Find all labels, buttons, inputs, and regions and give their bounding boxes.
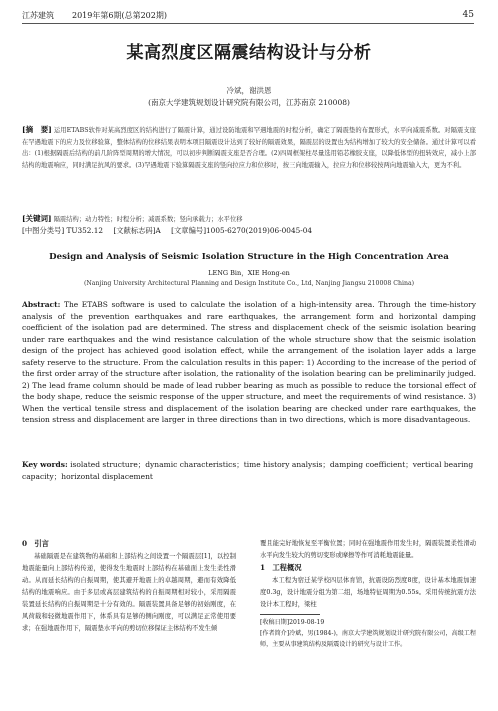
page-number: 45 (462, 10, 474, 20)
journal-name: 江苏建筑 (22, 11, 54, 20)
affiliation-en: (Nanjing University Architectural Planning and Design Institute Co., Ltd, Nanjing Jiangsu 210008 China) (83, 280, 415, 287)
paper-title-cn: 某高烈度区隔震结构设计与分析 (126, 43, 372, 63)
abstract-cn-text: 运用ETABS软件对某高烈度区的结构进行了隔震计算，通过设防地震和罕遇地震的时程分析，确定了隔震垫的布置形式，水平向减震系数。对隔震支座在罕遇地震下的应力及位移验算，整体结构的位移结果表明本项目隔震设计达到了较好的隔震效果，隔震层的设置也为结构增加了较大的安全储备。通过计算可以看出：(1)根据隔震后结构的前几阶阵型周期的增大情况，可以初步判断隔震支座是否合理。(2)四周框架柱尽量选用铅芯橡胶支座，以降低体型的扭转效应，减小上部结构的地震响应，同时满足抗风的要求。(3)罕遇地震下验算隔震支座的竖向拉应力和位移时，按三向地震输入，拉应力和位移较按两向地震输入大，更为不利。 (22, 127, 476, 169)
authors-en: LENG Bin，XIE Hong-en (208, 269, 290, 277)
keywords-en-label: Key words: (22, 460, 68, 469)
footnote-received-date: [收稿日期]2019-08-19 (260, 619, 325, 626)
classification-line (22, 225, 476, 236)
document-code: [文献标志码]A (113, 226, 161, 235)
keywords-cn-label: [关键词] (22, 214, 52, 223)
authors-cn: 冷斌，谢洪恩 (226, 86, 272, 95)
keywords-cn-text: 隔震结构；动力特性；时程分析；减震系数；竖向承载力；水平位移 (53, 216, 243, 223)
introduction-paragraph: 基础隔震是在建筑物的基础和上部结构之间设置一个隔震层[1]，以控制地震能量向上部结构传递，使得发生地震时上部结构在基础面上发生柔性滑动。从而延长结构的自振周期，使其避开地震上的卓越周期，避而有效降低结构的地震响应。由于多层或高层建筑结构的自振周期相对较小，采用隔震装置延长结构的自振周期是十分有效的。隔震装置具备足够的初始刚度，在风荷载和轻微地震作用下，体系具有足够的侧向刚度，可以满足正常使用要求；在强地震作用下，隔震垫水平向的剪切位移保证主体结构不发生倾 (22, 553, 236, 632)
running-header (22, 10, 474, 24)
abstract-cn-label: [摘 要] (22, 125, 52, 134)
project-paragraph: 本工程为宿迁某学校四层体育馆，抗震设防烈度8度，设计基本地震加速度0.3g，设计地震分组为第二组，场地特征周期为0.55s。采用传统抗震方法设计本工程时，梁柱 (260, 577, 476, 608)
section-heading-project: 1 工程概况 (260, 563, 302, 572)
article-number: [文章编号]1005-6270(2019)06-0045-04 (171, 226, 312, 235)
footnote-author-bio: [作者简介]冷斌，男(1984-)，南京大学建筑规划设计研究院有限公司，高级工程师，主要从事建筑结构及隔震设计的研究与设计工作。 (260, 630, 476, 648)
abstract-en (22, 299, 476, 426)
footnote-rule (260, 614, 320, 615)
keywords-en (22, 459, 476, 483)
body-column-left (22, 538, 236, 635)
affiliation-cn: (南京大学建筑规划设计研究院有限公司，江苏南京 210008) (148, 98, 350, 107)
header-rule (22, 23, 474, 24)
abstract-en-text: The ETABS software is used to calculate the isolation of a high-intensity area. Through the time-history analysis of the prevention earthquakes and rare earthquakes, the arrangement form and horizontal damping coefficient of the isolation pad are determined. The stress and displacement check of the seismic isolation bearing under rare earthquakes and the wind resistance calculation of the whole structure show that the seismic isolation design of the project has achieved good isolation effect, while the arrangement of the isolation layer adds a large safety reserve to the structure. From the calculation results in this paper: 1) According to the increase of the period of the first order array of the structure after isolation, the rationality of the isolation bearing can be preliminarily judged. 2) The lead frame column should be made of lead rubber bearing as much as possible to reduce the torsional effect of the body shape, reduce the seismic response of the upper structure, and meet the requirements of wind resistance. 3) When the vertical tensile stress and displacement of the isolation bearing are checked under rare earthquakes, the tension stress and displacement are larger in three directions than in two directions, which is more disadvantageous. (22, 300, 476, 424)
body-column-right (260, 538, 476, 650)
keywords-cn (22, 213, 476, 225)
abstract-cn (22, 124, 476, 171)
abstract-en-label: Abstract: (22, 300, 61, 309)
introduction-continued: 覆且能完好地恢复至平衡位置；同时在强地震作用发生时，隔震装置柔性滑动水平向发生较大的剪切变形或摩擦等作可消耗地震能量。 (260, 540, 476, 559)
keywords-en-text: isolated structure；dynamic characteristics；time history analysis；damping coefficient；vertical bearing capacity；horizontal displacement (22, 460, 474, 481)
section-heading-introduction: 0 引言 (22, 539, 49, 548)
clc-code: [中图分类号] TU352.12 (22, 226, 104, 235)
paper-title-en: Design and Analysis of Seismic Isolation Structure in the High Concentration Area (49, 252, 449, 262)
issue-info: 2019年第6期(总第202期) (72, 11, 167, 20)
